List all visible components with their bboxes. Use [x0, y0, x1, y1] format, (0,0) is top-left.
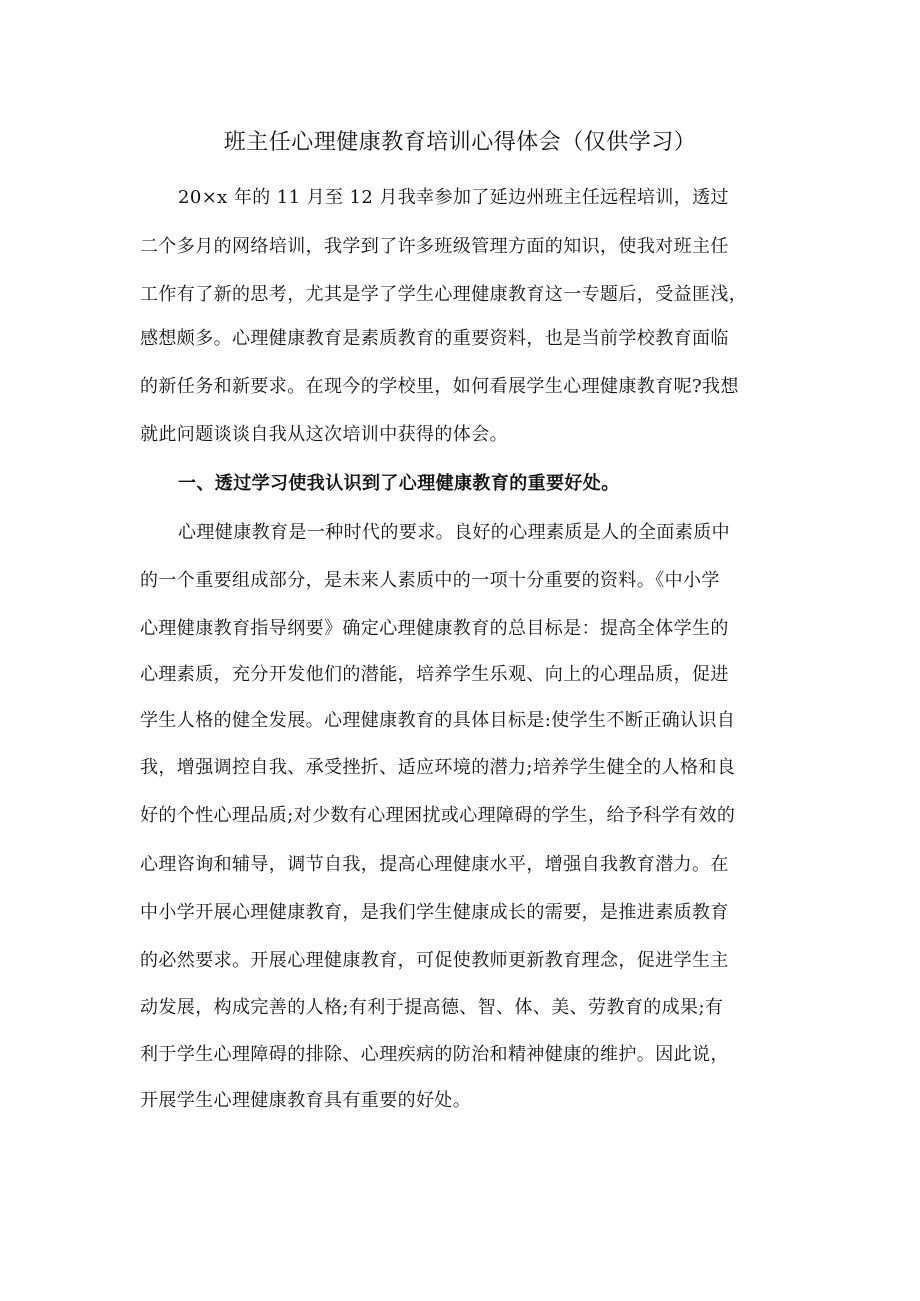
paragraph-line: 心理咨询和辅导，调节自我，提高心理健康水平，增强自我教育潜力。在: [140, 854, 729, 875]
paragraph-line: 开展学生心理健康教育具有重要的好处。: [140, 1090, 472, 1111]
paragraph-line: 20×x 年的 11 月至 12 月我幸参加了延边州班主任远程培训，透过: [178, 187, 729, 208]
paragraph-line: 心理健康教育是一种时代的要求。良好的心理素质是人的全面素质中: [178, 522, 730, 543]
paragraph-line: 中小学开展心理健康教育，是我们学生健康成长的需要，是推进素质教育: [140, 902, 729, 923]
paragraph-line: 动发展，构成完善的人格;有利于提高德、智、体、美、劳教育的成果;有: [140, 997, 724, 1018]
section-heading: 一、透过学习使我认识到了心理健康教育的重要好处。: [178, 473, 620, 494]
paragraph-line: 好的个性心理品质;对少数有心理困扰或心理障碍的学生，给予科学有效的: [140, 805, 736, 826]
paragraph-line: 二个多月的网络培训，我学到了许多班级管理方面的知识，使我对班主任: [140, 236, 729, 257]
paragraph-line: 学生人格的健全发展。心理健康教育的具体目标是:使学生不断正确认识自: [140, 710, 736, 731]
paragraph-line: 心理素质，充分开发他们的潜能，培养学生乐观、向上的心理品质，促进: [140, 664, 729, 685]
paragraph-line: 感想颇多。心理健康教育是素质教育的重要资料，也是当前学校教育面临: [140, 328, 729, 349]
paragraph-line: 心理健康教育指导纲要》确定心理健康教育的总目标是：提高全体学生的: [140, 618, 729, 639]
paragraph-line: 的一个重要组成部分，是未来人素质中的一项十分重要的资料。《中小学: [140, 570, 720, 591]
paragraph-line: 工作有了新的思考，尤其是学了学生心理健康教育这一专题后，受益匪浅，: [140, 284, 748, 305]
paragraph-line: 的新任务和新要求。在现今的学校里，如何看展学生心理健康教育呢?我想: [140, 376, 739, 397]
paragraph-line: 利于学生心理障碍的排除、心理疾病的防治和精神健康的维护。因此说，: [140, 1044, 729, 1065]
paragraph-line: 的必然要求。开展心理健康教育，可促使教师更新教育理念，促进学生主: [140, 950, 729, 971]
paragraph-line: 就此问题谈谈自我从这次培训中获得的体会。: [140, 424, 508, 445]
document-title: 班主任心理健康教育培训心得体会（仅供学习）: [223, 130, 697, 155]
paragraph-line: 我，增强调控自我、承受挫折、适应环境的潜力;培养学生健全的人格和良: [140, 757, 736, 778]
